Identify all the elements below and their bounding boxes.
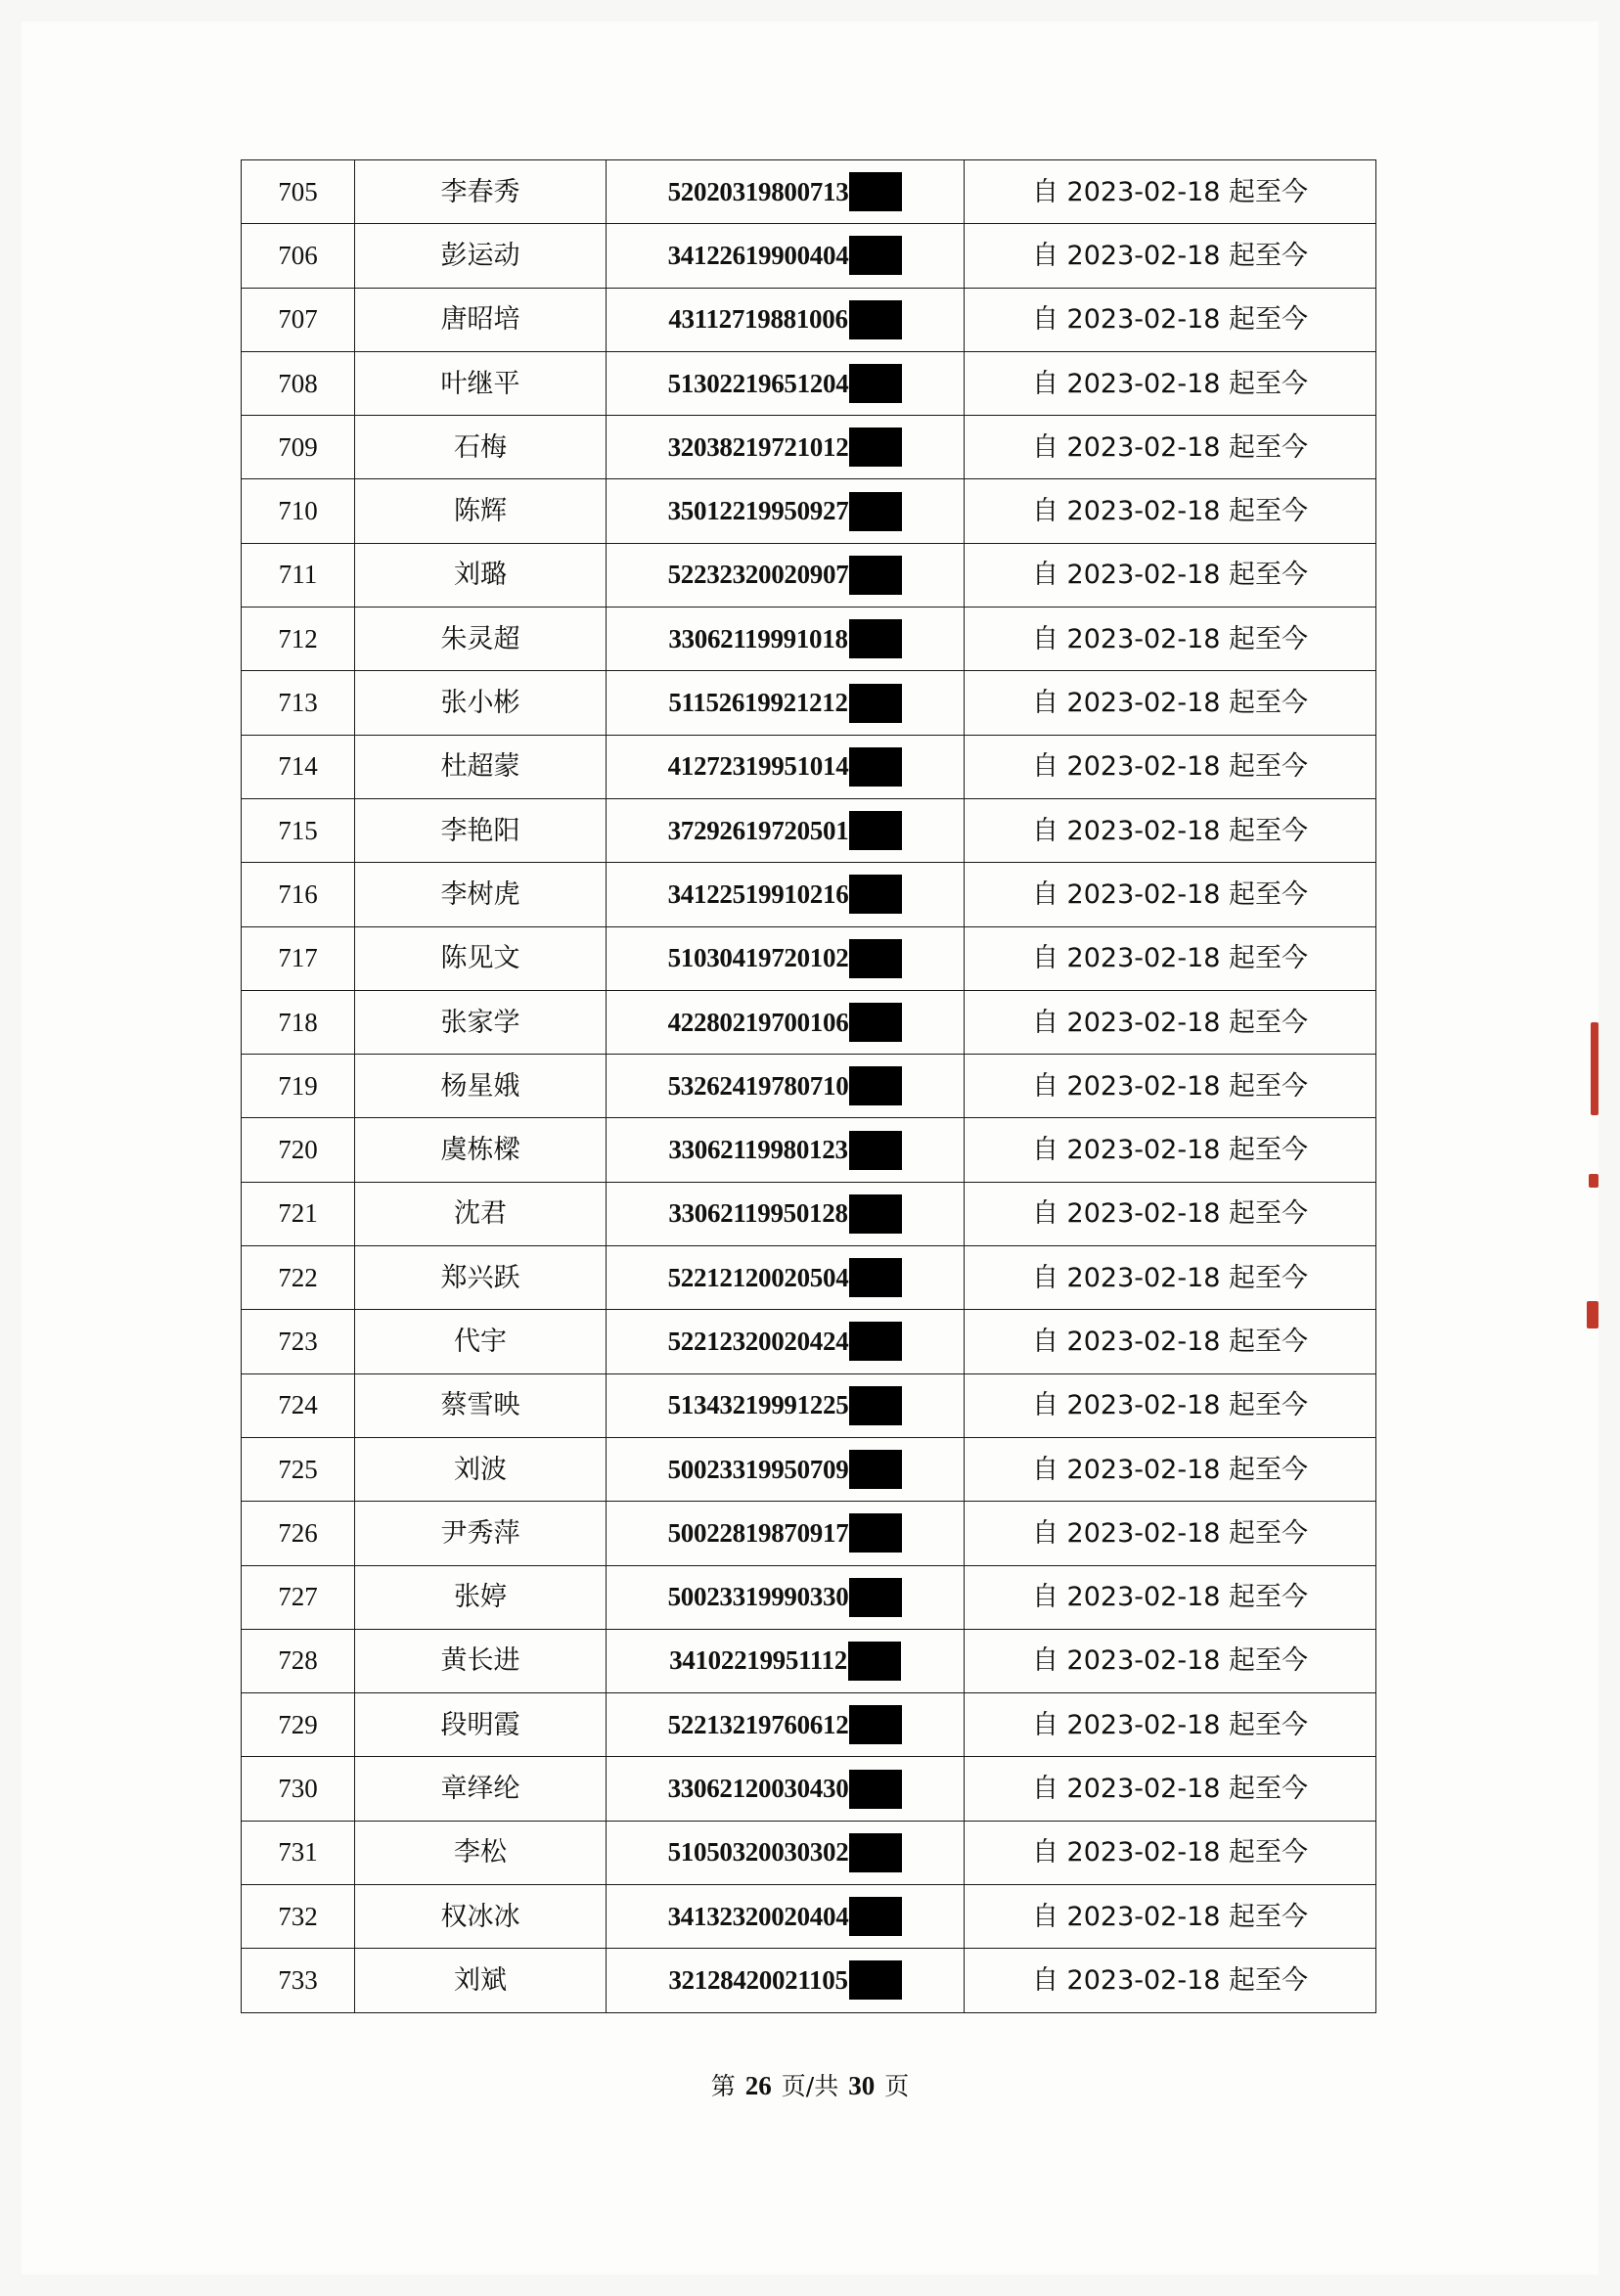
table-row (242, 288, 1376, 351)
redaction-block (849, 300, 902, 339)
person-name: 石梅 (355, 416, 607, 479)
id-number (668, 684, 901, 723)
id-number-visible: 51152619921212 (668, 688, 848, 718)
redaction-block (849, 1960, 902, 2000)
enrollment-period: 自 2023-02-18 起至今 (965, 1437, 1376, 1501)
id-number-visible: 51030419720102 (667, 943, 849, 973)
table-row (242, 735, 1376, 798)
id-number (668, 1003, 903, 1042)
id-number (668, 1897, 903, 1936)
redaction-block (849, 1833, 902, 1872)
id-number (668, 811, 903, 850)
seal-edge-mark (1591, 1022, 1598, 1115)
row-number: 723 (242, 1310, 355, 1373)
row-number: 706 (242, 224, 355, 288)
row-number: 721 (242, 1182, 355, 1245)
enrollment-period: 自 2023-02-18 起至今 (965, 990, 1376, 1054)
row-number: 709 (242, 416, 355, 479)
id-number-visible: 52212320020424 (667, 1326, 849, 1356)
enrollment-period: 自 2023-02-18 起至今 (965, 543, 1376, 607)
row-number: 710 (242, 479, 355, 543)
row-number: 708 (242, 351, 355, 415)
id-number-visible: 34122619900404 (667, 240, 849, 270)
id-number-cell (607, 1565, 965, 1629)
id-number (668, 1450, 903, 1489)
id-number-cell (607, 1757, 965, 1821)
id-number-cell (607, 1693, 965, 1757)
id-number-visible: 52213219760612 (667, 1709, 849, 1739)
id-number (668, 1322, 903, 1361)
table-row (242, 798, 1376, 862)
enrollment-period: 自 2023-02-18 起至今 (965, 671, 1376, 735)
table-row (242, 1437, 1376, 1501)
person-name: 权冰冰 (355, 1885, 607, 1949)
id-number-cell (607, 1055, 965, 1118)
id-number (668, 619, 901, 658)
id-number-visible: 32128420021105 (668, 1964, 848, 1995)
roster-table-body (242, 160, 1376, 2013)
person-name: 杨星娥 (355, 1055, 607, 1118)
id-number-visible: 50022819870917 (667, 1517, 849, 1548)
id-number (668, 428, 903, 467)
id-number-cell (607, 1182, 965, 1245)
enrollment-period: 自 2023-02-18 起至今 (965, 351, 1376, 415)
table-row (242, 1949, 1376, 2012)
redaction-block (849, 1386, 902, 1425)
person-name: 虞栋樑 (355, 1118, 607, 1182)
row-number: 720 (242, 1118, 355, 1182)
id-number (668, 939, 903, 978)
id-number-visible: 33062120030430 (667, 1774, 849, 1804)
row-number: 726 (242, 1502, 355, 1565)
row-number: 712 (242, 608, 355, 671)
enrollment-period: 自 2023-02-18 起至今 (965, 416, 1376, 479)
redaction-block (849, 811, 902, 850)
redaction-block (849, 364, 902, 403)
row-number: 725 (242, 1437, 355, 1501)
id-number-cell (607, 1502, 965, 1565)
redaction-block (848, 1642, 901, 1681)
id-number (668, 1066, 903, 1105)
table-row (242, 479, 1376, 543)
row-number: 722 (242, 1246, 355, 1310)
table-row (242, 990, 1376, 1054)
id-number-visible: 33062119991018 (668, 623, 848, 653)
id-number-visible: 35012219950927 (667, 496, 849, 526)
table-row (242, 543, 1376, 607)
id-number (668, 1513, 903, 1553)
id-number (668, 492, 903, 531)
row-number: 717 (242, 926, 355, 990)
enrollment-period: 自 2023-02-18 起至今 (965, 1757, 1376, 1821)
row-number: 715 (242, 798, 355, 862)
row-number: 714 (242, 735, 355, 798)
table-row (242, 1310, 1376, 1373)
id-number (668, 1258, 903, 1297)
table-row (242, 1821, 1376, 1884)
row-number: 730 (242, 1757, 355, 1821)
id-number-cell (607, 160, 965, 224)
row-number: 732 (242, 1885, 355, 1949)
person-name: 杜超蒙 (355, 735, 607, 798)
person-name: 李松 (355, 1821, 607, 1884)
enrollment-period: 自 2023-02-18 起至今 (965, 224, 1376, 288)
row-number: 728 (242, 1629, 355, 1692)
redaction-block (849, 492, 902, 531)
redaction-block (849, 1450, 902, 1489)
id-number-cell (607, 735, 965, 798)
row-number: 705 (242, 160, 355, 224)
id-number-cell (607, 1949, 965, 2012)
id-number-cell (607, 1310, 965, 1373)
enrollment-period: 自 2023-02-18 起至今 (965, 1949, 1376, 2012)
enrollment-period: 自 2023-02-18 起至今 (965, 288, 1376, 351)
redaction-block (849, 1194, 902, 1234)
footer-suffix: 页 (884, 2072, 910, 2100)
id-number (668, 1705, 903, 1744)
id-number-visible: 51302219651204 (667, 368, 849, 398)
redaction-block (849, 1770, 902, 1809)
person-name: 叶继平 (355, 351, 607, 415)
enrollment-period: 自 2023-02-18 起至今 (965, 1885, 1376, 1949)
table-row (242, 1055, 1376, 1118)
id-number-cell (607, 1437, 965, 1501)
table-row (242, 1182, 1376, 1245)
enrollment-period: 自 2023-02-18 起至今 (965, 1821, 1376, 1884)
person-name: 朱灵超 (355, 608, 607, 671)
person-name: 尹秀萍 (355, 1502, 607, 1565)
id-number-visible: 34132320020404 (667, 1901, 849, 1931)
redaction-block (849, 428, 902, 467)
table-row (242, 863, 1376, 926)
footer-total-pages: 30 (848, 2071, 876, 2100)
id-number-cell (607, 224, 965, 288)
id-number-visible: 52212120020504 (667, 1262, 849, 1292)
id-number-visible: 43112719881006 (668, 304, 848, 335)
enrollment-period: 自 2023-02-18 起至今 (965, 926, 1376, 990)
redaction-block (849, 747, 902, 787)
id-number-visible: 51343219991225 (667, 1390, 849, 1420)
enrollment-period: 自 2023-02-18 起至今 (965, 1565, 1376, 1629)
id-number-visible: 32038219721012 (667, 431, 849, 462)
person-name: 黄长进 (355, 1629, 607, 1692)
person-name: 郑兴跃 (355, 1246, 607, 1310)
id-number-cell (607, 1373, 965, 1437)
table-row (242, 351, 1376, 415)
table-row (242, 1629, 1376, 1692)
table-row (242, 1565, 1376, 1629)
person-name: 陈辉 (355, 479, 607, 543)
enrollment-period: 自 2023-02-18 起至今 (965, 1693, 1376, 1757)
person-name: 章绎纶 (355, 1757, 607, 1821)
id-number-visible: 37292619720501 (667, 815, 849, 845)
id-number-visible: 50023319990330 (667, 1582, 849, 1612)
seal-edge-mark (1587, 1301, 1598, 1328)
redaction-block (849, 1897, 902, 1936)
redaction-block (849, 1322, 902, 1361)
row-number: 719 (242, 1055, 355, 1118)
table-row (242, 1885, 1376, 1949)
enrollment-period: 自 2023-02-18 起至今 (965, 608, 1376, 671)
person-name: 蔡雪映 (355, 1373, 607, 1437)
enrollment-period: 自 2023-02-18 起至今 (965, 479, 1376, 543)
row-number: 716 (242, 863, 355, 926)
table-row (242, 608, 1376, 671)
redaction-block (849, 1705, 902, 1744)
redaction-block (849, 939, 902, 978)
id-number-cell (607, 990, 965, 1054)
row-number: 727 (242, 1565, 355, 1629)
id-number (668, 364, 903, 403)
table-row (242, 1502, 1376, 1565)
id-number-cell (607, 543, 965, 607)
id-number (668, 1194, 901, 1234)
id-number (668, 1770, 903, 1809)
id-number (668, 300, 901, 339)
enrollment-period: 自 2023-02-18 起至今 (965, 1182, 1376, 1245)
person-name: 陈见文 (355, 926, 607, 990)
id-number-visible: 51050320030302 (667, 1837, 849, 1868)
footer-prefix: 第 (710, 2072, 736, 2100)
id-number (668, 1386, 903, 1425)
table-row (242, 416, 1376, 479)
row-number: 729 (242, 1693, 355, 1757)
id-number (668, 747, 903, 787)
redaction-block (849, 172, 902, 211)
id-number (668, 556, 903, 595)
row-number: 713 (242, 671, 355, 735)
person-name: 沈君 (355, 1182, 607, 1245)
id-number-cell (607, 1118, 965, 1182)
enrollment-period: 自 2023-02-18 起至今 (965, 1310, 1376, 1373)
redaction-block (849, 236, 902, 275)
id-number (668, 875, 903, 914)
id-number-visible: 34102219951112 (669, 1645, 847, 1676)
id-number (668, 1833, 903, 1872)
table-row (242, 1118, 1376, 1182)
table-row (242, 160, 1376, 224)
id-number (669, 1642, 901, 1681)
enrollment-period: 自 2023-02-18 起至今 (965, 1373, 1376, 1437)
page-footer (0, 2067, 1620, 2102)
id-number (668, 236, 903, 275)
redaction-block (849, 1066, 902, 1105)
footer-current-page: 26 (744, 2071, 772, 2100)
table-row (242, 1246, 1376, 1310)
person-name: 张小彬 (355, 671, 607, 735)
id-number-cell (607, 1246, 965, 1310)
id-number-cell (607, 863, 965, 926)
row-number: 724 (242, 1373, 355, 1437)
id-number-cell (607, 416, 965, 479)
row-number: 718 (242, 990, 355, 1054)
id-number (668, 1131, 901, 1170)
id-number (668, 1960, 901, 2000)
table-row (242, 1757, 1376, 1821)
table-row (242, 671, 1376, 735)
enrollment-period: 自 2023-02-18 起至今 (965, 863, 1376, 926)
row-number: 707 (242, 288, 355, 351)
id-number (668, 1578, 903, 1617)
id-number-visible: 50023319950709 (667, 1454, 849, 1484)
id-number-cell (607, 926, 965, 990)
id-number-visible: 33062119980123 (668, 1135, 848, 1165)
id-number-visible: 34122519910216 (667, 878, 849, 909)
enrollment-period: 自 2023-02-18 起至今 (965, 798, 1376, 862)
redaction-block (849, 1003, 902, 1042)
person-name: 刘璐 (355, 543, 607, 607)
person-name: 李春秀 (355, 160, 607, 224)
person-name: 段明霞 (355, 1693, 607, 1757)
id-number-cell (607, 608, 965, 671)
id-number-cell (607, 798, 965, 862)
person-name: 张婷 (355, 1565, 607, 1629)
table-row (242, 1373, 1376, 1437)
person-name: 唐昭培 (355, 288, 607, 351)
id-number (668, 172, 903, 211)
table-row (242, 926, 1376, 990)
redaction-block (849, 1258, 902, 1297)
redaction-block (849, 619, 902, 658)
id-number-visible: 41272319951014 (667, 751, 849, 782)
footer-middle: 页/共 (781, 2072, 839, 2100)
redaction-block (849, 556, 902, 595)
id-number-visible: 33062119950128 (668, 1198, 848, 1229)
roster-table (241, 159, 1376, 2013)
id-number-cell (607, 288, 965, 351)
id-number-cell (607, 351, 965, 415)
redaction-block (849, 684, 902, 723)
id-number-cell (607, 671, 965, 735)
id-number-cell (607, 1885, 965, 1949)
enrollment-period: 自 2023-02-18 起至今 (965, 1055, 1376, 1118)
seal-edge-mark (1589, 1174, 1598, 1188)
enrollment-period: 自 2023-02-18 起至今 (965, 1246, 1376, 1310)
person-name: 李艳阳 (355, 798, 607, 862)
redaction-block (849, 1513, 902, 1553)
id-number-visible: 52232320020907 (667, 560, 849, 590)
redaction-block (849, 875, 902, 914)
enrollment-period: 自 2023-02-18 起至今 (965, 160, 1376, 224)
row-number: 731 (242, 1821, 355, 1884)
person-name: 代宇 (355, 1310, 607, 1373)
person-name: 李树虎 (355, 863, 607, 926)
id-number-visible: 42280219700106 (667, 1007, 849, 1037)
enrollment-period: 自 2023-02-18 起至今 (965, 1629, 1376, 1692)
enrollment-period: 自 2023-02-18 起至今 (965, 735, 1376, 798)
row-number: 711 (242, 543, 355, 607)
redaction-block (849, 1578, 902, 1617)
id-number-cell (607, 1629, 965, 1692)
table-row (242, 224, 1376, 288)
row-number: 733 (242, 1949, 355, 2012)
id-number-cell (607, 479, 965, 543)
person-name: 刘波 (355, 1437, 607, 1501)
person-name: 刘斌 (355, 1949, 607, 2012)
redaction-block (849, 1131, 902, 1170)
id-number-visible: 52020319800713 (667, 176, 849, 206)
person-name: 张家学 (355, 990, 607, 1054)
id-number-cell (607, 1821, 965, 1884)
person-name: 彭运动 (355, 224, 607, 288)
enrollment-period: 自 2023-02-18 起至今 (965, 1502, 1376, 1565)
enrollment-period: 自 2023-02-18 起至今 (965, 1118, 1376, 1182)
table-row (242, 1693, 1376, 1757)
id-number-visible: 53262419780710 (667, 1070, 849, 1101)
